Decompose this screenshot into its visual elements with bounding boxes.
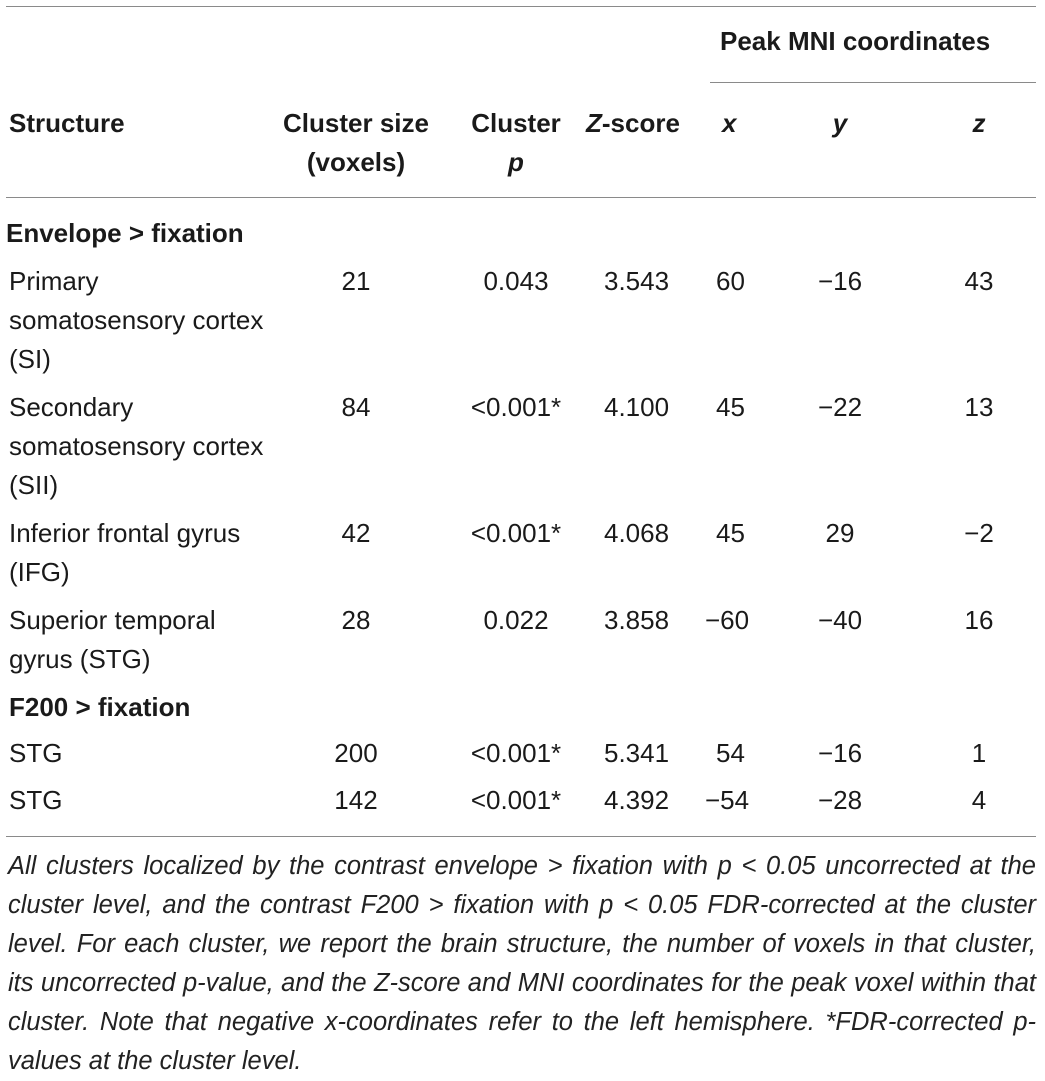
table-cell-x: −54: [705, 785, 750, 815]
header-z-score-rest: -score: [601, 108, 680, 138]
table-bottom-rule: [6, 836, 1036, 837]
table-cell-z: 4: [971, 785, 987, 815]
table-cell-x: 60: [716, 266, 745, 296]
table-cell-size: 84: [341, 392, 371, 422]
table-cell-x: −60: [705, 605, 750, 635]
header-bottom-rule: [6, 197, 1036, 198]
section-title-f200: F200 > fixation: [9, 692, 191, 722]
table-cell-p: <0.001*: [470, 738, 562, 768]
table-cell-zscore: 4.392: [604, 785, 670, 815]
table-cell-size: 200: [334, 738, 378, 768]
table-cell-z: 13: [964, 392, 994, 422]
table-cell-structure: Primary somatosensory cortex (SI): [9, 266, 264, 374]
table-cell-p: <0.001*: [470, 518, 562, 548]
table-cell-x: 45: [716, 518, 745, 548]
table-cell-x: 45: [716, 392, 745, 422]
header-z-score: [586, 104, 680, 143]
table-cell-p: 0.022: [483, 605, 549, 635]
table-cell-y: 29: [825, 518, 855, 548]
table-cell-y: −40: [817, 605, 863, 635]
header-cluster-p-line1: Cluster: [471, 108, 561, 138]
header-structure: Structure: [9, 108, 125, 138]
table-top-rule: [6, 6, 1036, 7]
table-cell-z: −2: [964, 518, 994, 548]
header-z-score-italic: Z: [586, 108, 602, 138]
table-cell-zscore: 3.858: [604, 605, 670, 635]
table-cell-y: −16: [817, 738, 863, 768]
table-footnote: All clusters localized by the contrast envelope > fixation with p < 0.05 uncorrected at the cluster level, and the contrast F200 > fixation with p < 0.05 FDR-corrected at the cluster level. For each cluster, we report the brain structure, the number of voxels in that cluster, its uncorrected p-value, and the Z-score and MNI coordinates for the peak voxel within that cluster. Note that negative x-coordinates refer to the left hemisphere. *FDR-corrected p-values at the cluster level.: [8, 852, 1036, 1075]
table-cell-structure: Inferior frontal gyrus (IFG): [9, 518, 241, 587]
header-cluster-p-line2: p: [508, 147, 524, 177]
table-cell-x: 54: [716, 738, 745, 768]
table-cell-zscore: 4.100: [604, 392, 670, 422]
table-cell-z: 1: [971, 738, 987, 768]
table-cell-p: <0.001*: [470, 785, 562, 815]
table-cell-p: <0.001*: [470, 392, 562, 422]
table-cell-y: −16: [817, 266, 863, 296]
peak-mni-header: Peak MNI coordinates: [720, 26, 991, 56]
header-x: x: [722, 108, 737, 138]
table-cell-y: −22: [817, 392, 863, 422]
header-y: y: [832, 108, 848, 138]
table-cell-y: −28: [817, 785, 863, 815]
table-cell-structure: STG: [9, 738, 63, 768]
header-cluster-size-line1: Cluster size: [283, 108, 429, 138]
header-z: z: [972, 108, 986, 138]
table-cell-p: 0.043: [483, 266, 549, 296]
table-cell-structure: Secondary somatosensory cortex (SII): [9, 392, 264, 500]
peak-mni-rule: [710, 82, 1036, 83]
table-cell-size: 28: [341, 605, 371, 635]
table-cell-size: 42: [341, 518, 371, 548]
table-cell-size: 142: [334, 785, 378, 815]
table-cell-z: 43: [964, 266, 994, 296]
table-cell-structure: STG: [9, 785, 63, 815]
table-cell-structure: Superior temporal gyrus (STG): [9, 605, 216, 674]
table-cell-zscore: 5.341: [604, 738, 670, 768]
table-cell-zscore: 4.068: [604, 518, 670, 548]
section-title-envelope: Envelope > fixation: [6, 218, 244, 248]
header-cluster-size-line2: (voxels): [306, 147, 406, 177]
table-cell-size: 21: [341, 266, 371, 296]
table-cell-zscore: 3.543: [604, 266, 670, 296]
table-cell-z: 16: [964, 605, 994, 635]
